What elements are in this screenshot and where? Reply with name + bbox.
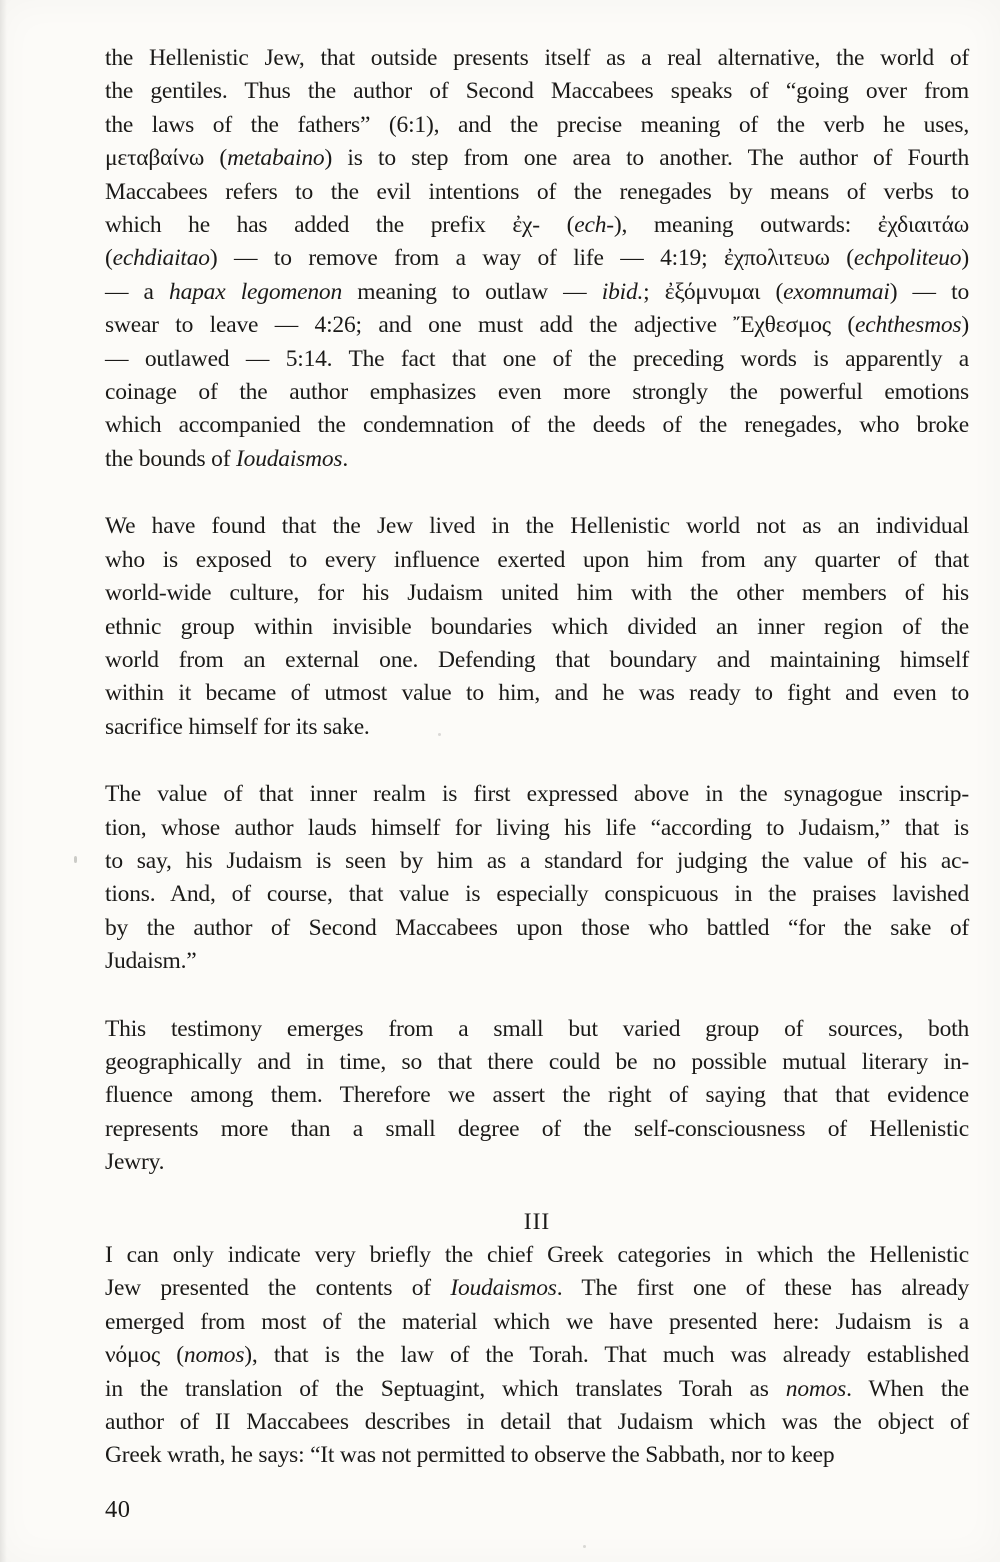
text-line: tions. And, of course, that value is especially conspicuous in the praises lavished [105, 881, 969, 908]
text-line: Judaism.” [105, 948, 197, 975]
text-line: world-wide culture, for his Judaism united him with the other members of his [105, 580, 969, 607]
paragraph [105, 42, 969, 476]
text-line: within it became of utmost value to him, and he was ready to fight and even to [105, 680, 969, 707]
page-text [105, 42, 969, 1507]
text-line: I can only indicate very briefly the chief Greek categories in which the Hellenistic [105, 1242, 969, 1268]
text-line: Jewry. [105, 1149, 165, 1176]
scan-edge-shadow [0, 0, 7, 1562]
text-line: νόμος (nomos), that is the law of the Torah. That much was already established [105, 1342, 969, 1369]
text-line: represents more than a small degree of the self-consciousness of Hellenistic [105, 1115, 969, 1142]
text-line: coinage of the author emphasizes even more strongly the powerful emotions [105, 379, 969, 406]
text-line: The value of that inner realm is first expressed above in the synagogue inscrip- [105, 781, 969, 808]
text-line: emerged from most of the material which we have presented here: Judaism is a [105, 1308, 969, 1335]
text-line: tion, whose author lauds himself for living his life “according to Judaism,” that is [105, 814, 969, 841]
text-line: fluence among them. Therefore we assert the right of saying that that evidence [105, 1082, 969, 1109]
text-line: the bounds of Ioudaismos. [105, 445, 349, 472]
page-number: 40 [105, 1496, 131, 1523]
text-line: the Hellenistic Jew, that outside presents itself as a real alternative, the world of [105, 45, 969, 71]
text-line: sacrifice himself for its sake. [105, 713, 370, 740]
text-line: to say, his Judaism is seen by him as a standard for judging the value of his ac- [105, 847, 969, 874]
text-line: in the translation of the Septuagint, which translates Torah as nomos. When the [105, 1375, 969, 1402]
text-line: by the author of Second Maccabees upon those who battled “for the sake of [105, 914, 969, 941]
text-line: the gentiles. Thus the author of Second Maccabees speaks of “going over from [105, 78, 969, 105]
text-line: author of II Maccabees describes in detail that Judaism which was the object of [105, 1409, 969, 1436]
text-line: ethnic group within invisible boundaries which divided an inner region of the [105, 613, 969, 640]
text-line: μεταβαίνω (metabaino) is to step from one area to another. The author of Fourth [105, 145, 969, 172]
text-line: We have found that the Jew lived in the Hellenistic world not as an individual [105, 513, 969, 540]
paragraph [105, 1239, 969, 1473]
text-line: Greek wrath, he says: “It was not permitted to observe the Sabbath, nor to keep [105, 1442, 835, 1469]
text-line: geographically and in time, so that there could be no possible mutual literary in- [105, 1048, 969, 1075]
text-line: This testimony emerges from a small but varied group of sources, both [105, 1015, 969, 1042]
text-line: the laws of the fathers” (6:1), and the precise meaning of the verb he uses, [105, 111, 969, 138]
text-line: — a hapax legomenon meaning to outlaw — ibid.; ἐξόμνυμαι (exomnumai) — to [105, 278, 969, 305]
paragraph [105, 778, 969, 978]
scan-speck [74, 856, 77, 863]
text-line: — outlawed — 5:14. The fact that one of the preceding words is apparently a [105, 345, 969, 372]
section-heading: III [523, 1208, 551, 1235]
text-line: (echdiaitao) — to remove from a way of life — 4:19; ἐχπολιτευω (echpoliteuo) [105, 245, 969, 272]
text-line: swear to leave — 4:26; and one must add the adjective Ἔχθεσμος (echthesmos) [105, 312, 969, 339]
scan-speck [583, 1545, 586, 1548]
text-line: which accompanied the condemnation of the deeds of the renegades, who broke [105, 412, 969, 439]
paragraph [105, 510, 969, 744]
text-line: Maccabees refers to the evil intentions of the renegades by means of verbs to [105, 178, 969, 205]
text-line: which he has added the prefix ἐχ- (ech-), meaning outwards: ἐχδιαιτάω [105, 212, 969, 239]
text-line: who is exposed to every influence exerted upon him from any quarter of that [105, 546, 969, 573]
text-line: Jew presented the contents of Ioudaismos. The first one of these has already [105, 1275, 969, 1302]
text-line: world from an external one. Defending that boundary and maintaining himself [105, 646, 969, 673]
paragraph [105, 1013, 969, 1180]
